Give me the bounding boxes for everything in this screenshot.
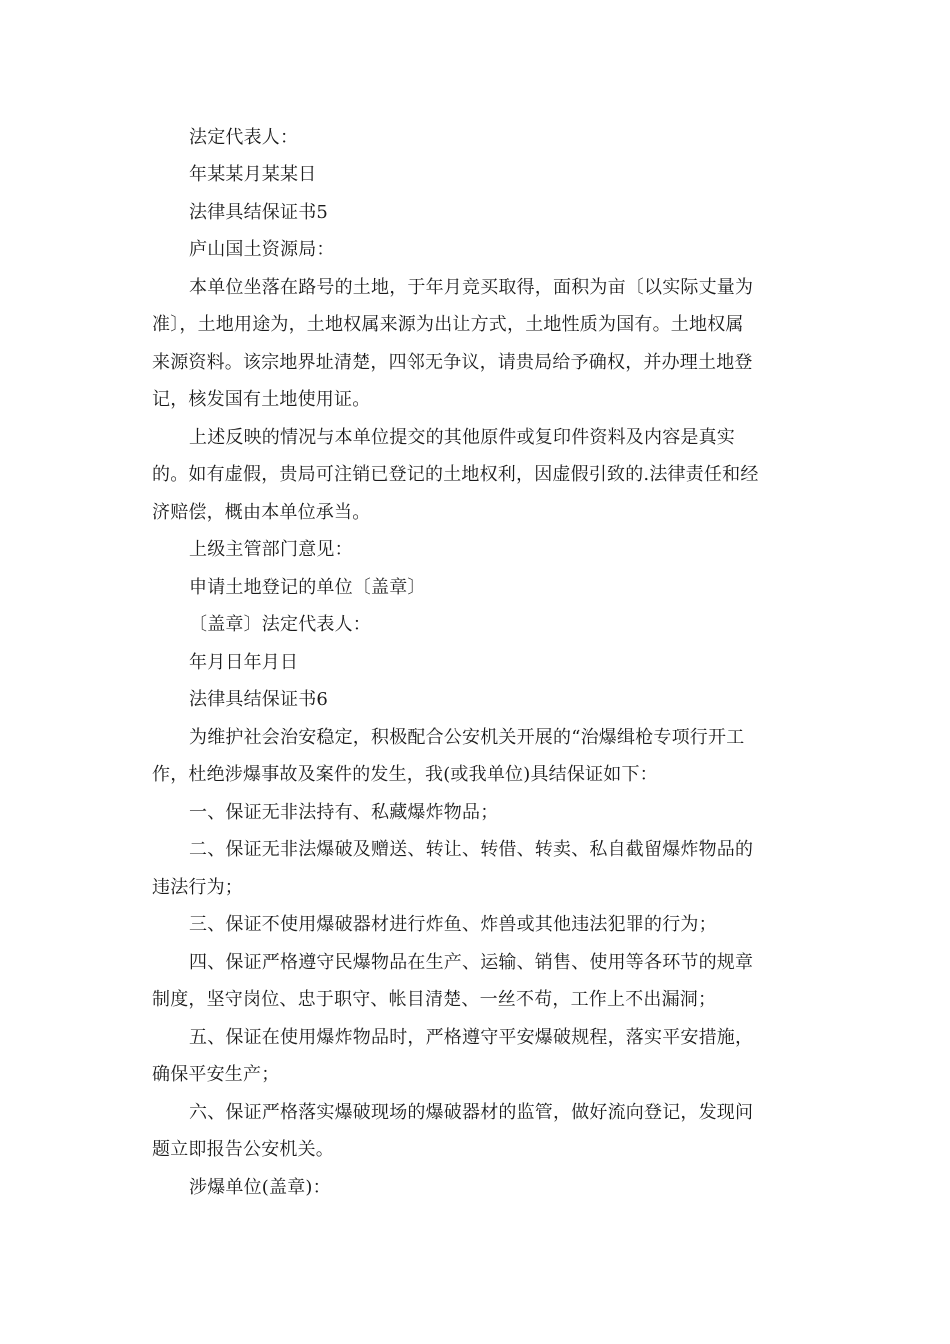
paragraph-line: 的。如有虚假，贵局可注销已登记的土地权利，因虚假引致的.法律责任和经: [152, 464, 759, 485]
paragraph-line: 为维护社会治安稳定，积极配合公安机关开展的“治爆缉枪专项行开工: [189, 727, 745, 748]
paragraph-line: 准〕，土地用途为，土地权属来源为出让方式，土地性质为国有。土地权属: [152, 314, 744, 335]
list-item: 一、保证无非法持有、私藏爆炸物品；: [189, 802, 499, 823]
list-item-continuation: 题立即报告公安机关。: [152, 1139, 334, 1160]
list-item: 六、保证严格落实爆破现场的爆破器材的监管，做好流向登记，发现问: [189, 1102, 754, 1123]
date-line: 年月日年月日: [189, 652, 299, 673]
section-heading: 法律具结保证书5: [189, 202, 329, 223]
paragraph-line: 济赔偿，概由本单位承当。: [152, 502, 371, 523]
list-item: 二、保证无非法爆破及赠送、转让、转借、转卖、私自截留爆炸物品的: [189, 839, 754, 860]
paragraph-line: 记，核发国有土地使用证。: [152, 389, 371, 410]
signature-label: 法定代表人：: [189, 127, 299, 148]
addressee: 庐山国土资源局：: [189, 239, 335, 260]
unit-seal-label: 涉爆单位(盖章)：: [189, 1177, 331, 1198]
opinion-label: 上级主管部门意见：: [189, 539, 353, 560]
list-item-continuation: 确保平安生产；: [152, 1064, 280, 1085]
list-item: 三、保证不使用爆破器材进行炸鱼、炸兽或其他违法犯罪的行为；: [189, 914, 717, 935]
paragraph-line: 本单位坐落在路号的土地，于年月竞买取得，面积为亩〔以实际丈量为: [189, 277, 754, 298]
seal-representative-label: 〔盖章〕法定代表人：: [189, 614, 371, 635]
paragraph-line: 上述反映的情况与本单位提交的其他原件或复印件资料及内容是真实: [189, 427, 735, 448]
applicant-seal-label: 申请土地登记的单位〔盖章〕: [189, 577, 426, 598]
paragraph-line: 来源资料。该宗地界址清楚，四邻无争议，请贵局给予确权，并办理土地登: [152, 352, 753, 373]
list-item: 五、保证在使用爆炸物品时，严格遵守平安爆破规程，落实平安措施，: [189, 1027, 754, 1048]
list-item: 四、保证严格遵守民爆物品在生产、运输、销售、使用等各环节的规章: [189, 952, 754, 973]
section-heading: 法律具结保证书6: [189, 689, 329, 710]
list-item-continuation: 制度，坚守岗位、忠于职守、帐目清楚、一丝不苟，工作上不出漏洞；: [152, 989, 717, 1010]
date-line: 年某某月某某日: [189, 164, 317, 185]
paragraph-line: 作，杜绝涉爆事故及案件的发生，我(或我单位)具结保证如下：: [152, 764, 658, 785]
list-item-continuation: 违法行为；: [152, 877, 243, 898]
